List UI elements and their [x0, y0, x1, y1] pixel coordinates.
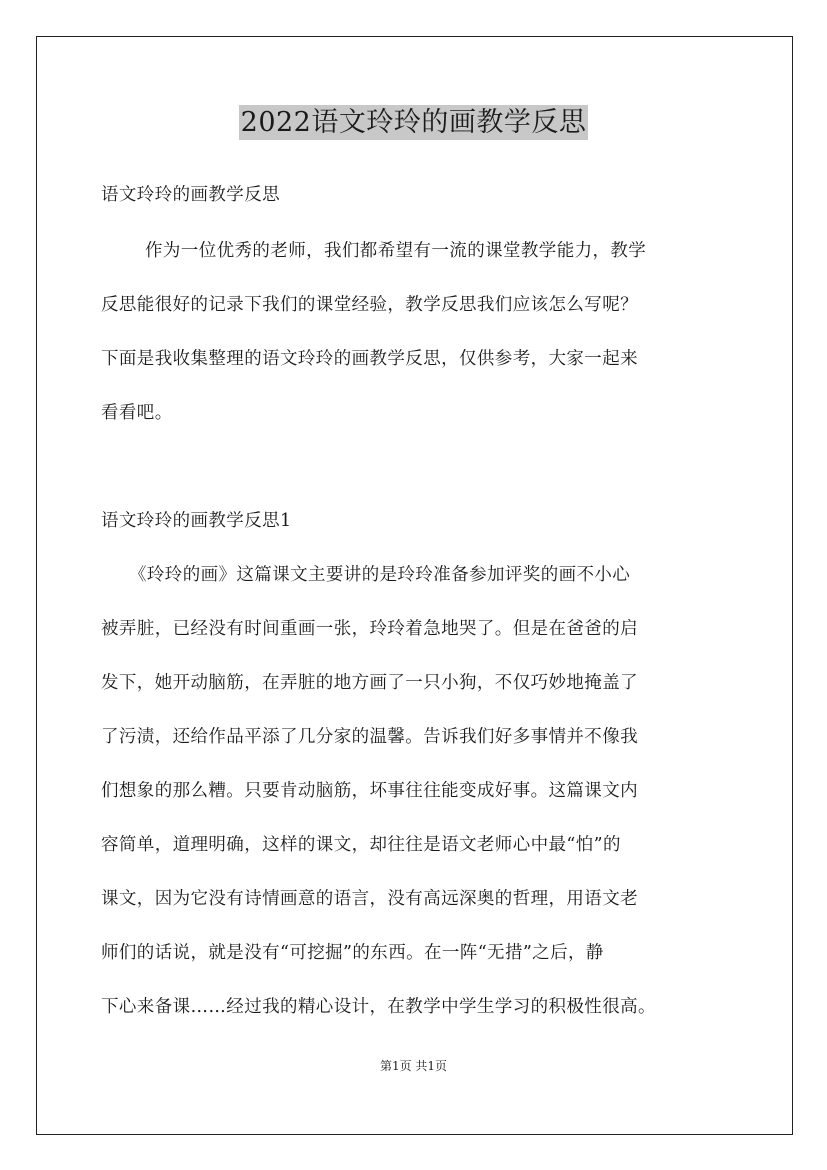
section-line-1: 《玲玲的画》这篇课文主要讲的是玲玲准备参加评奖的画不小心 — [129, 565, 631, 585]
document-subtitle: 语文玲玲的画教学反思 — [101, 185, 280, 205]
section-line-4: 了污渍，还给作品平添了几分家的温馨。告诉我们好多事情并不像我 — [101, 727, 638, 747]
section-heading: 语文玲玲的画教学反思1 — [101, 511, 292, 531]
document-title-text: 2022语文玲玲的画教学反思 — [240, 107, 587, 138]
section-line-6: 容简单，道理明确，这样的课文，却往往是语文老师心中最“怕”的 — [101, 835, 621, 855]
section-line-9: 下心来备课……经过我的精心设计，在教学中学生学习的积极性很高。 — [101, 997, 656, 1017]
section-line-2: 被弄脏，已经没有时间重画一张，玲玲着急地哭了。但是在爸爸的启 — [101, 619, 638, 639]
intro-line-1: 作为一位优秀的老师，我们都希望有一流的课堂教学能力，教学 — [145, 241, 647, 261]
intro-line-4: 看看吧。 — [101, 403, 173, 423]
intro-line-2: 反思能很好的记录下我们的课堂经验，教学反思我们应该怎么写呢？ — [101, 295, 638, 315]
section-line-3: 发下，她开动脑筋，在弄脏的地方画了一只小狗，不仅巧妙地掩盖了 — [101, 673, 638, 693]
section-line-8: 师们的话说，就是没有“可挖掘”的东西。在一阵“无措”之后，静 — [101, 943, 604, 963]
document-title — [0, 100, 827, 139]
page-number-footer: 第1页 共1页 — [379, 1059, 448, 1073]
section-line-7: 课文，因为它没有诗情画意的语言，没有高远深奥的哲理，用语文老 — [101, 889, 638, 909]
section-line-5: 们想象的那么糟。只要肯动脑筋，坏事往往能变成好事。这篇课文内 — [101, 781, 638, 801]
intro-line-3: 下面是我收集整理的语文玲玲的画教学反思，仅供参考，大家一起来 — [101, 349, 638, 369]
